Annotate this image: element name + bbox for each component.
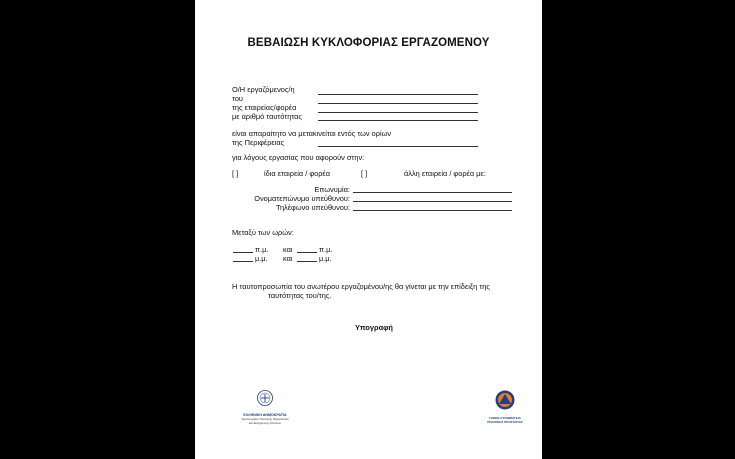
pm-label: μ.μ. [255,254,268,263]
hour-field-pm-to[interactable] [297,261,317,262]
hour-field-am-from[interactable] [233,252,253,253]
hour-field-am-to[interactable] [297,252,317,253]
hellenic-republic-logo [230,389,300,429]
checkbox-other-entity[interactable]: [ ] [361,169,368,178]
right-logo-name-1: ΓΕΝΙΚΗ ΓΡΑΜΜΑΤΕΙΑ [489,416,521,420]
field-line-company-name[interactable] [353,192,512,193]
label-responsible-phone: Τηλέφωνο υπεύθυνου: [275,203,350,212]
field-line-of[interactable] [318,103,478,104]
hours-label: Μεταξύ των ωρών: [232,228,294,237]
field-label-of: του [232,94,243,103]
option-same-entity: ίδια εταιρεία / φορέα [264,169,330,178]
field-label-company: της εταιρείας/φορέα [232,103,297,112]
reasons-label: για λόγους εργασίας που αφορούν στην: [232,153,365,162]
permission-text-1: είναι απαραίτητο να μετακινείται εντός των ορίων [232,129,392,138]
field-line-region[interactable] [318,146,478,147]
field-line-responsible-phone[interactable] [353,210,512,211]
left-logo-name: ΕΛΛΗΝΙΚΗ ΔΗΜΟΚΡΑΤΙΑ [243,413,287,417]
am-label: π.μ. [319,245,333,254]
field-line-employee[interactable] [318,94,478,95]
civil-protection-logo [480,389,530,423]
permission-text-2: της Περιφέρειας [232,138,285,147]
signature-label: Υπογραφή [355,323,393,332]
field-label-id-number: με αριθμό ταυτότητας [232,112,302,121]
identity-note-1: Η ταυτοπροσωπία του ανωτέρου εργαζομένου/ης θα γίνεται με την επίδειξη της [232,282,490,291]
am-label: π.μ. [255,245,269,254]
document-page [195,0,542,459]
left-logo-sub-1: Υφυπουργείο Πολιτικής Προστασίας [241,417,289,421]
pm-label: μ.μ. [319,254,332,263]
right-logo-name-2: ΠΟΛΙΤΙΚΗΣ ΠΡΟΣΤΑΣΙΑΣ [487,420,523,424]
left-logo-sub-2: και Διαχείρισης Κρίσεων [248,421,282,425]
field-line-responsible-name[interactable] [353,201,512,202]
option-other-entity: άλλη εταιρεία / φορέα με: [404,169,486,178]
field-line-id-number[interactable] [318,120,478,121]
emblem-icon [230,389,300,407]
field-line-company[interactable] [318,112,478,113]
field-label-employee: Ο/Η εργαζόμενος/η [232,85,295,94]
label-responsible-name: Ονοματεπώνυμο υπεύθυνου: [254,194,350,203]
civil-protection-icon [480,389,530,411]
checkbox-same-entity[interactable]: [ ] [232,169,239,178]
document-title: ΒΕΒΑΙΩΣΗ ΚΥΚΛΟΦΟΡΙΑΣ ΕΡΓΑΖΟΜΕΝΟΥ [247,37,490,49]
identity-note-2: ταυτότητας του/της. [268,291,332,300]
hour-field-pm-from[interactable] [233,261,253,262]
and-label: και [283,245,293,254]
label-company-name: Επωνυμία: [314,185,350,194]
and-label: και [283,254,293,263]
